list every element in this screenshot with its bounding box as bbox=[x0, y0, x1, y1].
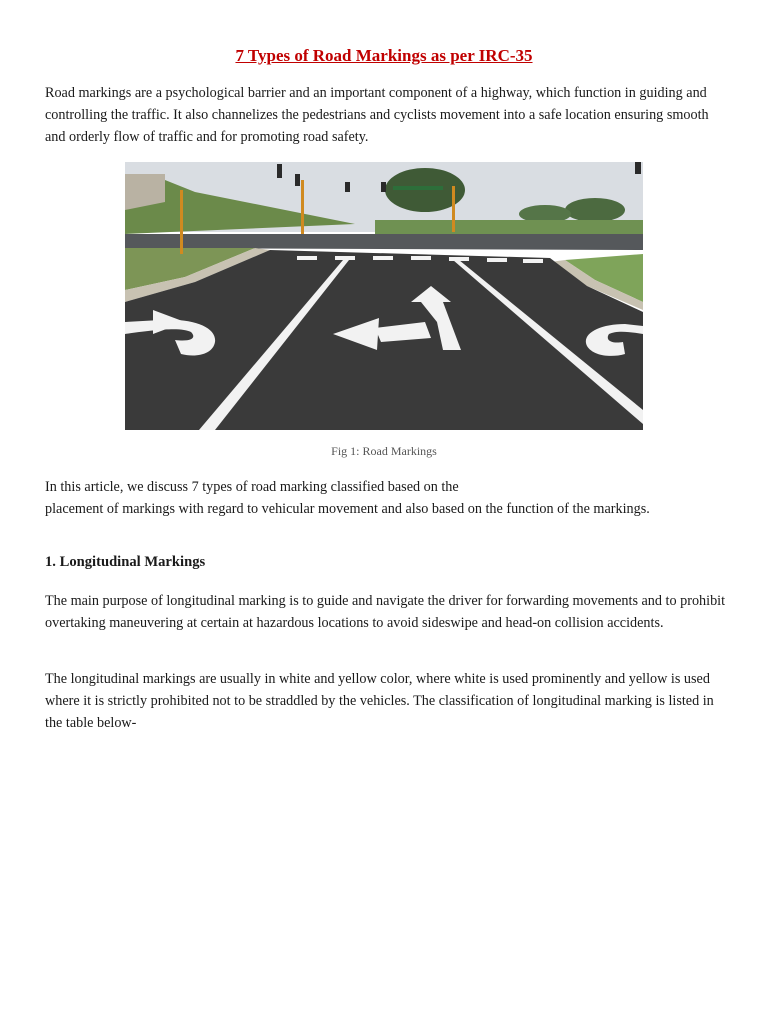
page-title: 7 Types of Road Markings as per IRC-35 bbox=[235, 46, 533, 65]
article-intro-line-1: In this article, we discuss 7 types of road marking classified based on the bbox=[45, 479, 459, 495]
longitudinal-purpose-paragraph: The main purpose of longitudinal marking is to guide and navigate the driver for forwarding movements and to prohibit overtaking maneuvering at certain at hazardous locations to avoid sideswipe and head-on collision accidents. bbox=[45, 593, 726, 631]
road-scene-illustration bbox=[125, 162, 643, 430]
article-intro-line-2: placement of markings with regard to vehicular movement and also based on the function of the markings. bbox=[45, 501, 650, 517]
section-heading-longitudinal: 1. Longitudinal Markings bbox=[45, 554, 206, 570]
longitudinal-color-paragraph: The longitudinal markings are usually in white and yellow color, where white is used prominently and yellow is used where it is strictly prohibited not to be straddled by the vehicles. The classification of longitudinal marking is listed in the table below- bbox=[45, 671, 714, 731]
road-markings-photo bbox=[125, 162, 643, 430]
article-intro-paragraph bbox=[45, 476, 730, 520]
figure-caption: Fig 1: Road Markings bbox=[331, 444, 437, 458]
intro-paragraph: Road markings are a psychological barrier and an important component of a highway, which function in guiding and controlling the traffic. It also channelizes the pedestrians and cyclists movement into a safe location ensuring smooth and orderly flow of traffic and for promoting road safety. bbox=[45, 85, 709, 145]
